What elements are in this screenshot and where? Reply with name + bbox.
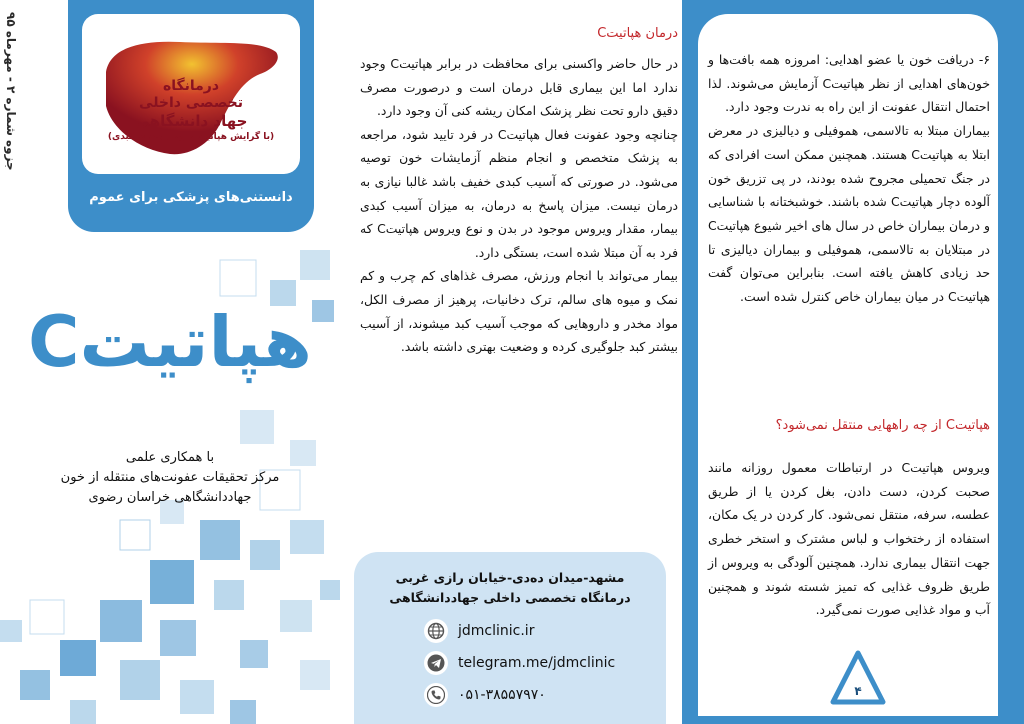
globe-icon bbox=[424, 619, 448, 643]
address bbox=[354, 568, 666, 608]
address-line-2: درمانگاه تخصصی داخلی جهاددانشگاهی bbox=[389, 590, 631, 605]
telegram-row[interactable] bbox=[424, 650, 654, 676]
treatment-heading: درمان هپاتیتC bbox=[597, 26, 678, 41]
logo-text bbox=[96, 78, 286, 143]
issue-label: جزوه شماره ۲ - مهرماه ۹۵ bbox=[4, 12, 18, 171]
logo-line-4: (با گرایش هپاتیت و بیماری‌های کبدی) bbox=[107, 132, 275, 142]
treatment-panel bbox=[342, 0, 682, 724]
collab-line-1: با همکاری علمی bbox=[125, 450, 215, 465]
transmission-body bbox=[708, 48, 990, 309]
transmission-paragraph-1: ۶- دریافت خون یا عضو اهدایی: امروزه همه بافت‌ها و خون‌های اهدایی از نظر هپاتیتC آزمایش می‌شوند. لذا احتمال انتقال عفونت از این راه به ندرت وجود دارد. bbox=[708, 52, 990, 115]
non-transmission-heading: هپاتیتC از چه راههایی منتقل نمی‌شود؟ bbox=[775, 418, 990, 433]
phone-row[interactable] bbox=[424, 682, 654, 708]
clinic-logo bbox=[82, 14, 300, 174]
phone-number[interactable]: ۰۵۱-۳۸۵۵۷۹۷۰ bbox=[458, 687, 546, 703]
transmission-paragraph-2: بیماران مبتلا به تالاسمی، هموفیلی و دیالیزی در معرض ابتلا به هپاتیتC هستند. همچنین ممکن است افرادی که در جنگ تحمیلی مجروح شده بودند، در پی تزریق خون آلوده دچار هپاتیتC شده باشند. خوشبختانه با شناسایی و درمان بیماران خاص در سال های اخیر شیوع هپاتیتC در مبتلایان به تالاسمی، هموفیلی و بیماران دیالیزی تا حد زیادی کاهش یافته است. بنابراین می‌توان گفت هپاتیتC در میان بیماران خاص کنترل شده است. bbox=[708, 123, 990, 305]
non-transmission-paragraph-1: ویروس هپاتیتC در ارتباطات معمول روزانه مانند صحبت کردن، دست دادن، بغل کردن یا از طریق عطسه، سرفه، منتقل نمی‌شود. کار کردن در یک مکان، استفاده از رختخواب و لباس مشترک و استخر خطری جهت انتقال بیماری ندارد. همچنین آلودگی به ویروس از طریق ظروف غذایی که تمیز شسته شوند و همچنین آب و مواد غذایی صورت نمی‌گیرد. bbox=[708, 460, 990, 618]
transmission-panel bbox=[682, 0, 1024, 724]
non-transmission-body bbox=[708, 456, 990, 622]
cover-panel bbox=[0, 0, 342, 724]
logo-line-1: درمانگاه bbox=[162, 78, 220, 94]
address-line-1: مشهد-میدان ده‌دی-خیابان رازی غربی bbox=[395, 570, 625, 585]
collab-line-3: جهاددانشگاهی خراسان رضوی bbox=[88, 490, 252, 505]
telegram-icon bbox=[424, 651, 448, 675]
website-link[interactable]: jdmclinic.ir bbox=[458, 623, 535, 639]
treatment-paragraph-3: بیمار می‌تواند با انجام ورزش، مصرف غذاهای کم چرب و کم نمک و میوه های سالم، ترک دخانیات، پرهیز از مصرف الکل، مواد مخدر و داروهایی که موجب آسیب کبد میشوند، از آسیب بیشتر کبد جلوگیری کرده و وضعیت بهتری داشته باشد. bbox=[360, 268, 678, 355]
page-number: ۴ bbox=[854, 684, 862, 698]
collaboration-credit bbox=[14, 448, 326, 508]
logo-line-3: جهاد دانشگاهی bbox=[134, 112, 248, 130]
transmission-card bbox=[698, 14, 998, 716]
collab-line-2: مرکز تحقیقات عفونت‌های منتقله از خون bbox=[60, 470, 280, 485]
contact-card bbox=[354, 552, 666, 724]
website-row[interactable] bbox=[424, 618, 654, 644]
tagline: دانستنی‌های پزشکی برای عموم bbox=[89, 190, 293, 205]
logo-line-2: تخصصی داخلی bbox=[139, 95, 243, 111]
header-card bbox=[68, 0, 314, 232]
telegram-link[interactable]: telegram.me/jdmclinic bbox=[458, 655, 616, 671]
treatment-paragraph-2: چنانچه وجود عفونت فعال هپاتیتC در فرد تایید شود، مراجعه به پزشک متخصص و انجام منظم آزمایشات خون توصیه می‌شود. در صورتی که آسیب کبدی خفیف باشد غالبا نیازی به درمان نیست. میزان پاسخ به درمان، به میزان آسیب کبدی بیمار، مقدار ویروس موجود در بدن و نوع ویروس هپاتیتC که فرد به آن مبتلا شده است، بستگی دارد. bbox=[360, 126, 678, 260]
treatment-paragraph-1: در حال حاضر واکسنی برای محافظت در برابر هپاتیتC وجود ندارد اما این بیماری قابل درمان است و درصورت مصرف دقیق دارو تحت نظر پزشک امکان ریشه کنی آن وجود دارد. bbox=[360, 56, 678, 119]
phone-icon bbox=[424, 683, 448, 707]
cover-title: هپاتیتC bbox=[28, 301, 312, 383]
treatment-body bbox=[360, 52, 678, 359]
